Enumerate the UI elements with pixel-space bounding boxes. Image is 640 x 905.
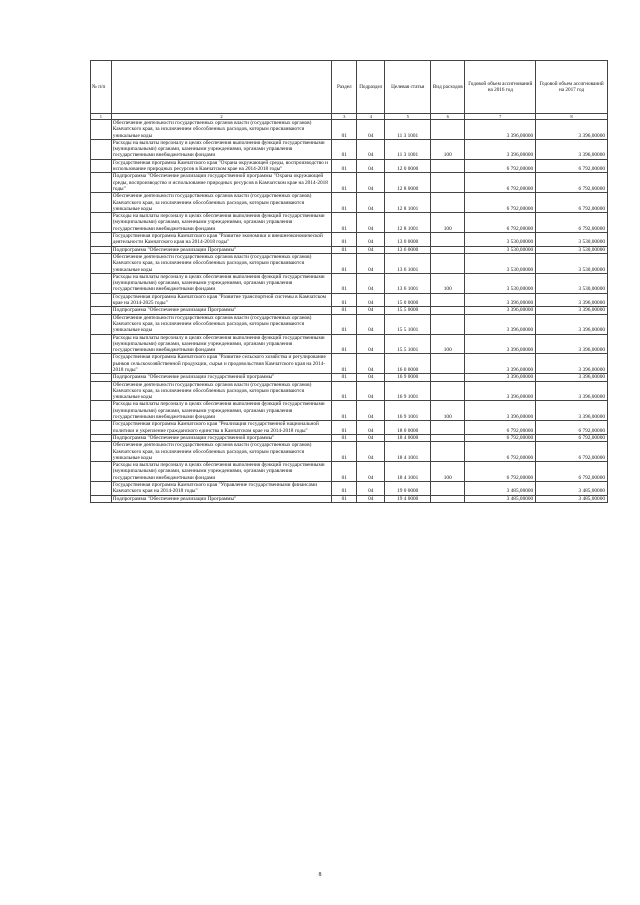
expense-type-cell bbox=[431, 421, 465, 435]
expense-type-cell bbox=[431, 354, 465, 374]
amount-2016-cell: 3 530,00000 bbox=[465, 246, 536, 253]
subsection-code-cell: 04 bbox=[357, 354, 385, 374]
row-number-cell bbox=[91, 213, 112, 233]
subsection-code-cell: 04 bbox=[357, 462, 385, 482]
amount-2017-cell: 3 396,00000 bbox=[536, 381, 608, 401]
header-article: Целевая статья bbox=[385, 61, 431, 114]
row-number-cell bbox=[91, 495, 112, 502]
expense-type-cell: 100 bbox=[431, 139, 465, 159]
amount-2016-cell: 6 792,00000 bbox=[465, 173, 536, 193]
section-code-cell: 01 bbox=[332, 462, 357, 482]
expense-type-cell bbox=[431, 159, 465, 173]
section-code-cell: 01 bbox=[332, 213, 357, 233]
target-article-cell: 16 9 0000 bbox=[385, 374, 431, 381]
expense-type-cell bbox=[431, 482, 465, 496]
expense-type-cell bbox=[431, 253, 465, 273]
amount-2017-cell: 6 792,00000 bbox=[536, 193, 608, 213]
amount-2016-cell: 3 396,00000 bbox=[465, 314, 536, 334]
table-row bbox=[91, 193, 608, 213]
section-code-cell: 01 bbox=[332, 374, 357, 381]
table-row bbox=[91, 482, 608, 496]
table-row bbox=[91, 334, 608, 354]
expense-type-cell bbox=[431, 442, 465, 462]
index-cell: 3 bbox=[332, 114, 357, 120]
index-cell: 5 bbox=[385, 114, 431, 120]
target-article-cell: 19 0 0000 bbox=[385, 482, 431, 496]
section-code-cell: 01 bbox=[332, 442, 357, 462]
item-name-cell: Расходы на выплаты персоналу в целях обеспечения выполнения функций государственными (муниципальными) органами, казенными учреждениями, органами управления государственными внебюджетными фондами bbox=[111, 334, 332, 354]
section-code-cell: 01 bbox=[332, 482, 357, 496]
table-row bbox=[91, 246, 608, 253]
amount-2016-cell: 3 396,00000 bbox=[465, 120, 536, 140]
row-number-cell bbox=[91, 246, 112, 253]
item-name-cell: Подпрограмма "Обеспечение реализации Программы" bbox=[111, 246, 332, 253]
subsection-code-cell: 04 bbox=[357, 314, 385, 334]
target-article-cell: 11 3 1001 bbox=[385, 120, 431, 140]
amount-2017-cell: 3 530,00000 bbox=[536, 253, 608, 273]
subsection-code-cell: 04 bbox=[357, 307, 385, 314]
item-name-cell: Обеспечение деятельности государственных органов власти (государственных органов) Камчатского края, за исключением обособленных расходов, которым присваиваются уникальные коды bbox=[111, 120, 332, 140]
row-number-cell bbox=[91, 381, 112, 401]
expense-type-cell: 100 bbox=[431, 334, 465, 354]
row-number-cell bbox=[91, 401, 112, 421]
subsection-code-cell: 04 bbox=[357, 159, 385, 173]
subsection-code-cell: 04 bbox=[357, 401, 385, 421]
amount-2017-cell: 3 485,00000 bbox=[536, 482, 608, 496]
subsection-code-cell: 04 bbox=[357, 246, 385, 253]
amount-2016-cell: 6 792,00000 bbox=[465, 442, 536, 462]
target-article-cell: 18 4 0000 bbox=[385, 434, 431, 441]
section-code-cell: 01 bbox=[332, 273, 357, 293]
section-code-cell: 01 bbox=[332, 354, 357, 374]
subsection-code-cell: 04 bbox=[357, 273, 385, 293]
amount-2016-cell: 3 396,00000 bbox=[465, 334, 536, 354]
row-number-cell bbox=[91, 120, 112, 140]
amount-2017-cell: 3 530,00000 bbox=[536, 273, 608, 293]
item-name-cell: Расходы на выплаты персоналу в целях обеспечения выполнения функций государственными (муниципальными) органами, казенными учреждениями, органами управления государственными внебюджетными фондами bbox=[111, 273, 332, 293]
target-article-cell: 18 4 1001 bbox=[385, 462, 431, 482]
target-article-cell: 12 8 0000 bbox=[385, 173, 431, 193]
table-row bbox=[91, 374, 608, 381]
table-row bbox=[91, 120, 608, 140]
amount-2017-cell: 3 396,00000 bbox=[536, 354, 608, 374]
item-name-cell: Расходы на выплаты персоналу в целях обеспечения выполнения функций государственными (муниципальными) органами, казенными учреждениями, органами управления государственными внебюджетными фондами bbox=[111, 213, 332, 233]
row-number-cell bbox=[91, 293, 112, 307]
amount-2016-cell: 3 485,00000 bbox=[465, 482, 536, 496]
target-article-cell: 15 5 1001 bbox=[385, 314, 431, 334]
target-article-cell: 18 0 0000 bbox=[385, 421, 431, 435]
item-name-cell: Расходы на выплаты персоналу в целях обеспечения выполнения функций государственными (муниципальными) органами, казенными учреждениями, органами управления государственными внебюджетными фондами bbox=[111, 401, 332, 421]
row-number-cell bbox=[91, 307, 112, 314]
row-number-cell bbox=[91, 233, 112, 247]
amount-2016-cell: 3 396,00000 bbox=[465, 354, 536, 374]
item-name-cell: Подпрограмма "Обеспечение реализации государственной программы" bbox=[111, 434, 332, 441]
section-code-cell: 01 bbox=[332, 334, 357, 354]
table-row bbox=[91, 462, 608, 482]
subsection-code-cell: 04 bbox=[357, 193, 385, 213]
expense-type-cell bbox=[431, 307, 465, 314]
target-article-cell: 13 6 1001 bbox=[385, 253, 431, 273]
target-article-cell: 16 0 0000 bbox=[385, 354, 431, 374]
amount-2016-cell: 6 792,00000 bbox=[465, 421, 536, 435]
section-code-cell: 01 bbox=[332, 253, 357, 273]
target-article-cell: 13 6 0000 bbox=[385, 246, 431, 253]
subsection-code-cell: 04 bbox=[357, 120, 385, 140]
section-code-cell: 01 bbox=[332, 173, 357, 193]
row-number-cell bbox=[91, 434, 112, 441]
subsection-code-cell: 04 bbox=[357, 434, 385, 441]
section-code-cell: 01 bbox=[332, 193, 357, 213]
table-body bbox=[91, 114, 608, 503]
section-code-cell: 01 bbox=[332, 159, 357, 173]
header-section: Раздел bbox=[332, 61, 357, 114]
row-number-cell bbox=[91, 314, 112, 334]
expense-type-cell bbox=[431, 293, 465, 307]
target-article-cell: 13 6 1001 bbox=[385, 273, 431, 293]
expense-type-cell bbox=[431, 495, 465, 502]
row-number-cell bbox=[91, 374, 112, 381]
page-number: 8 bbox=[318, 872, 322, 878]
item-name-cell: Государственная программа Камчатского края "Охрана окружающей среды, воспроизводство и использование природных ресурсов в Камчатском крае на 2014-2018 годы" bbox=[111, 159, 332, 173]
subsection-code-cell: 04 bbox=[357, 253, 385, 273]
row-number-cell bbox=[91, 273, 112, 293]
row-number-cell bbox=[91, 482, 112, 496]
target-article-cell: 13 0 0000 bbox=[385, 233, 431, 247]
amount-2017-cell: 3 530,00000 bbox=[536, 246, 608, 253]
amount-2017-cell: 3 396,00000 bbox=[536, 293, 608, 307]
expense-type-cell bbox=[431, 120, 465, 140]
amount-2016-cell: 6 792,00000 bbox=[465, 193, 536, 213]
table-row bbox=[91, 139, 608, 159]
header-expense-type: Вид расходов bbox=[431, 61, 465, 114]
expense-type-cell: 100 bbox=[431, 462, 465, 482]
section-code-cell: 01 bbox=[332, 246, 357, 253]
target-article-cell: 11 3 1001 bbox=[385, 139, 431, 159]
target-article-cell: 12 8 1001 bbox=[385, 213, 431, 233]
target-article-cell: 12 0 0000 bbox=[385, 159, 431, 173]
row-number-cell bbox=[91, 354, 112, 374]
subsection-code-cell: 04 bbox=[357, 374, 385, 381]
item-name-cell: Государственная программа Камчатского края "Реализация государственной национальной политики и укрепление гражданского единства в Камчатском крае на 2014-2018 годы" bbox=[111, 421, 332, 435]
amount-2017-cell: 6 792,00000 bbox=[536, 462, 608, 482]
item-name-cell: Государственная программа Камчатского края "Развитие экономики и внешнеэкономической деятельности Камчатского края на 2014-2018 годы" bbox=[111, 233, 332, 247]
subsection-code-cell: 04 bbox=[357, 334, 385, 354]
index-cell: 2 bbox=[111, 114, 332, 120]
row-number-cell bbox=[91, 462, 112, 482]
amount-2016-cell: 3 530,00000 bbox=[465, 273, 536, 293]
row-number-cell bbox=[91, 193, 112, 213]
table-row bbox=[91, 381, 608, 401]
table-row bbox=[91, 314, 608, 334]
target-article-cell: 18 4 1001 bbox=[385, 442, 431, 462]
expense-type-cell bbox=[431, 173, 465, 193]
header-year-2017: Годовой объем ассигнований на 2017 год bbox=[536, 61, 608, 114]
subsection-code-cell: 04 bbox=[357, 233, 385, 247]
amount-2017-cell: 3 396,00000 bbox=[536, 307, 608, 314]
amount-2016-cell: 3 530,00000 bbox=[465, 253, 536, 273]
target-article-cell: 16 9 1001 bbox=[385, 401, 431, 421]
subsection-code-cell: 04 bbox=[357, 213, 385, 233]
section-code-cell: 01 bbox=[332, 434, 357, 441]
amount-2017-cell: 6 792,00000 bbox=[536, 213, 608, 233]
item-name-cell: Расходы на выплаты персоналу в целях обеспечения выполнения функций государственными (муниципальными) органами, казенными учреждениями, органами управления государственными внебюджетными фондами bbox=[111, 462, 332, 482]
amount-2017-cell: 3 396,00000 bbox=[536, 374, 608, 381]
amount-2016-cell: 3 530,00000 bbox=[465, 233, 536, 247]
amount-2017-cell: 3 485,00000 bbox=[536, 495, 608, 502]
header-subsection: Подраздел bbox=[357, 61, 385, 114]
expense-type-cell bbox=[431, 434, 465, 441]
row-number-cell bbox=[91, 173, 112, 193]
subsection-code-cell: 04 bbox=[357, 442, 385, 462]
target-article-cell: 15 5 1001 bbox=[385, 334, 431, 354]
subsection-code-cell: 04 bbox=[357, 421, 385, 435]
item-name-cell: Подпрограмма "Обеспечение реализации государственной программы" bbox=[111, 374, 332, 381]
expense-type-cell bbox=[431, 374, 465, 381]
amount-2016-cell: 6 792,00000 bbox=[465, 462, 536, 482]
item-name-cell: Обеспечение деятельности государственных органов власти (государственных органов) Камчатского края, за исключением обособленных расходов, которым присваиваются уникальные коды bbox=[111, 381, 332, 401]
amount-2017-cell: 3 396,00000 bbox=[536, 314, 608, 334]
item-name-cell: Обеспечение деятельности государственных органов власти (государственных органов) Камчатского края, за исключением обособленных расходов, которым присваиваются уникальные коды bbox=[111, 193, 332, 213]
amount-2016-cell: 3 396,00000 bbox=[465, 307, 536, 314]
table-row bbox=[91, 253, 608, 273]
expense-type-cell bbox=[431, 246, 465, 253]
subsection-code-cell: 04 bbox=[357, 381, 385, 401]
table-row bbox=[91, 421, 608, 435]
expense-type-cell: 100 bbox=[431, 213, 465, 233]
table-row bbox=[91, 173, 608, 193]
amount-2017-cell: 3 396,00000 bbox=[536, 139, 608, 159]
amount-2017-cell: 6 792,00000 bbox=[536, 434, 608, 441]
section-code-cell: 01 bbox=[332, 139, 357, 159]
amount-2016-cell: 6 792,00000 bbox=[465, 159, 536, 173]
amount-2017-cell: 3 396,00000 bbox=[536, 334, 608, 354]
section-code-cell: 01 bbox=[332, 120, 357, 140]
row-number-cell bbox=[91, 159, 112, 173]
amount-2016-cell: 3 485,00000 bbox=[465, 495, 536, 502]
item-name-cell: Обеспечение деятельности государственных органов власти (государственных органов) Камчатского края, за исключением обособленных расходов, которым присваиваются уникальные коды bbox=[111, 442, 332, 462]
amount-2017-cell: 6 792,00000 bbox=[536, 442, 608, 462]
item-name-cell: Расходы на выплаты персоналу в целях обеспечения выполнения функций государственными (муниципальными) органами, казенными учреждениями, органами управления государственными внебюджетными фондами bbox=[111, 139, 332, 159]
amount-2017-cell: 3 396,00000 bbox=[536, 120, 608, 140]
table-row bbox=[91, 213, 608, 233]
budget-table bbox=[90, 60, 608, 503]
row-number-cell bbox=[91, 334, 112, 354]
expense-type-cell bbox=[431, 233, 465, 247]
subsection-code-cell: 04 bbox=[357, 293, 385, 307]
index-cell: 6 bbox=[431, 114, 465, 120]
amount-2016-cell: 6 792,00000 bbox=[465, 213, 536, 233]
section-code-cell: 01 bbox=[332, 314, 357, 334]
header-num: № п/п bbox=[91, 61, 112, 114]
table-row bbox=[91, 495, 608, 502]
index-cell: 8 bbox=[536, 114, 608, 120]
section-code-cell: 01 bbox=[332, 293, 357, 307]
item-name-cell: Обеспечение деятельности государственных органов власти (государственных органов) Камчатского края, за исключением обособленных расходов, которым присваиваются уникальные коды bbox=[111, 314, 332, 334]
expense-type-cell: 100 bbox=[431, 401, 465, 421]
amount-2016-cell: 3 396,00000 bbox=[465, 381, 536, 401]
table-row bbox=[91, 307, 608, 314]
amount-2017-cell: 3 396,00000 bbox=[536, 401, 608, 421]
index-cell: 4 bbox=[357, 114, 385, 120]
subsection-code-cell: 04 bbox=[357, 173, 385, 193]
row-number-cell bbox=[91, 421, 112, 435]
target-article-cell: 19 4 0000 bbox=[385, 495, 431, 502]
expense-type-cell: 100 bbox=[431, 273, 465, 293]
expense-type-cell bbox=[431, 381, 465, 401]
amount-2017-cell: 6 792,00000 bbox=[536, 173, 608, 193]
item-name-cell: Подпрограмма "Обеспечение реализации Программы" bbox=[111, 307, 332, 314]
section-code-cell: 01 bbox=[332, 421, 357, 435]
table-row bbox=[91, 442, 608, 462]
target-article-cell: 15 0 0000 bbox=[385, 293, 431, 307]
table-row bbox=[91, 233, 608, 247]
table-row bbox=[91, 293, 608, 307]
table-row bbox=[91, 159, 608, 173]
table-row bbox=[91, 273, 608, 293]
index-cell: 1 bbox=[91, 114, 112, 120]
amount-2016-cell: 3 396,00000 bbox=[465, 139, 536, 159]
amount-2017-cell: 3 530,00000 bbox=[536, 233, 608, 247]
table-row bbox=[91, 401, 608, 421]
amount-2016-cell: 3 396,00000 bbox=[465, 293, 536, 307]
expense-type-cell bbox=[431, 314, 465, 334]
section-code-cell: 01 bbox=[332, 233, 357, 247]
amount-2017-cell: 6 792,00000 bbox=[536, 421, 608, 435]
section-code-cell: 01 bbox=[332, 381, 357, 401]
subsection-code-cell: 04 bbox=[357, 482, 385, 496]
subsection-code-cell: 04 bbox=[357, 139, 385, 159]
table-row bbox=[91, 434, 608, 441]
index-cell: 7 bbox=[465, 114, 536, 120]
target-article-cell: 12 8 1001 bbox=[385, 193, 431, 213]
section-code-cell: 01 bbox=[332, 307, 357, 314]
item-name-cell: Государственная программа Камчатского края "Развитие транспортной системы в Камчатском крае на 2014-2025 годы" bbox=[111, 293, 332, 307]
item-name-cell: Обеспечение деятельности государственных органов власти (государственных органов) Камчатского края, за исключением обособленных расходов, которым присваиваются уникальные коды bbox=[111, 253, 332, 273]
target-article-cell: 15 5 0000 bbox=[385, 307, 431, 314]
section-code-cell: 01 bbox=[332, 495, 357, 502]
row-number-cell bbox=[91, 253, 112, 273]
header-year-2016: Годовой объем ассигнований на 2016 год bbox=[465, 61, 536, 114]
amount-2017-cell: 6 792,00000 bbox=[536, 159, 608, 173]
item-name-cell: Подпрограмма "Обеспечение реализации Программы" bbox=[111, 495, 332, 502]
expense-type-cell bbox=[431, 193, 465, 213]
row-number-cell bbox=[91, 139, 112, 159]
amount-2016-cell: 3 396,00000 bbox=[465, 374, 536, 381]
item-name-cell: Государственная программа Камчатского края "Развитие сельского хозяйства и регулирование рынков сельскохозяйственной продукции, сырья и продовольствия Камчатского края на 2014-2018 годы" bbox=[111, 354, 332, 374]
subsection-code-cell: 04 bbox=[357, 495, 385, 502]
table-header-row bbox=[91, 61, 608, 114]
amount-2016-cell: 6 792,00000 bbox=[465, 434, 536, 441]
item-name-cell: Подпрограмма "Обеспечение реализации государственной программы "Охрана окружающей среды, воспроизводство и использование природных ресурсов в Камчатском крае на 2014-2018 годы" bbox=[111, 173, 332, 193]
amount-2016-cell: 3 396,00000 bbox=[465, 401, 536, 421]
table-row bbox=[91, 354, 608, 374]
target-article-cell: 16 9 1001 bbox=[385, 381, 431, 401]
row-number-cell bbox=[91, 442, 112, 462]
section-code-cell: 01 bbox=[332, 401, 357, 421]
item-name-cell: Государственная программа Камчатского края "Управление государственными финансами Камчатского края на 2014-2018 годы" bbox=[111, 482, 332, 496]
header-name bbox=[111, 61, 332, 114]
